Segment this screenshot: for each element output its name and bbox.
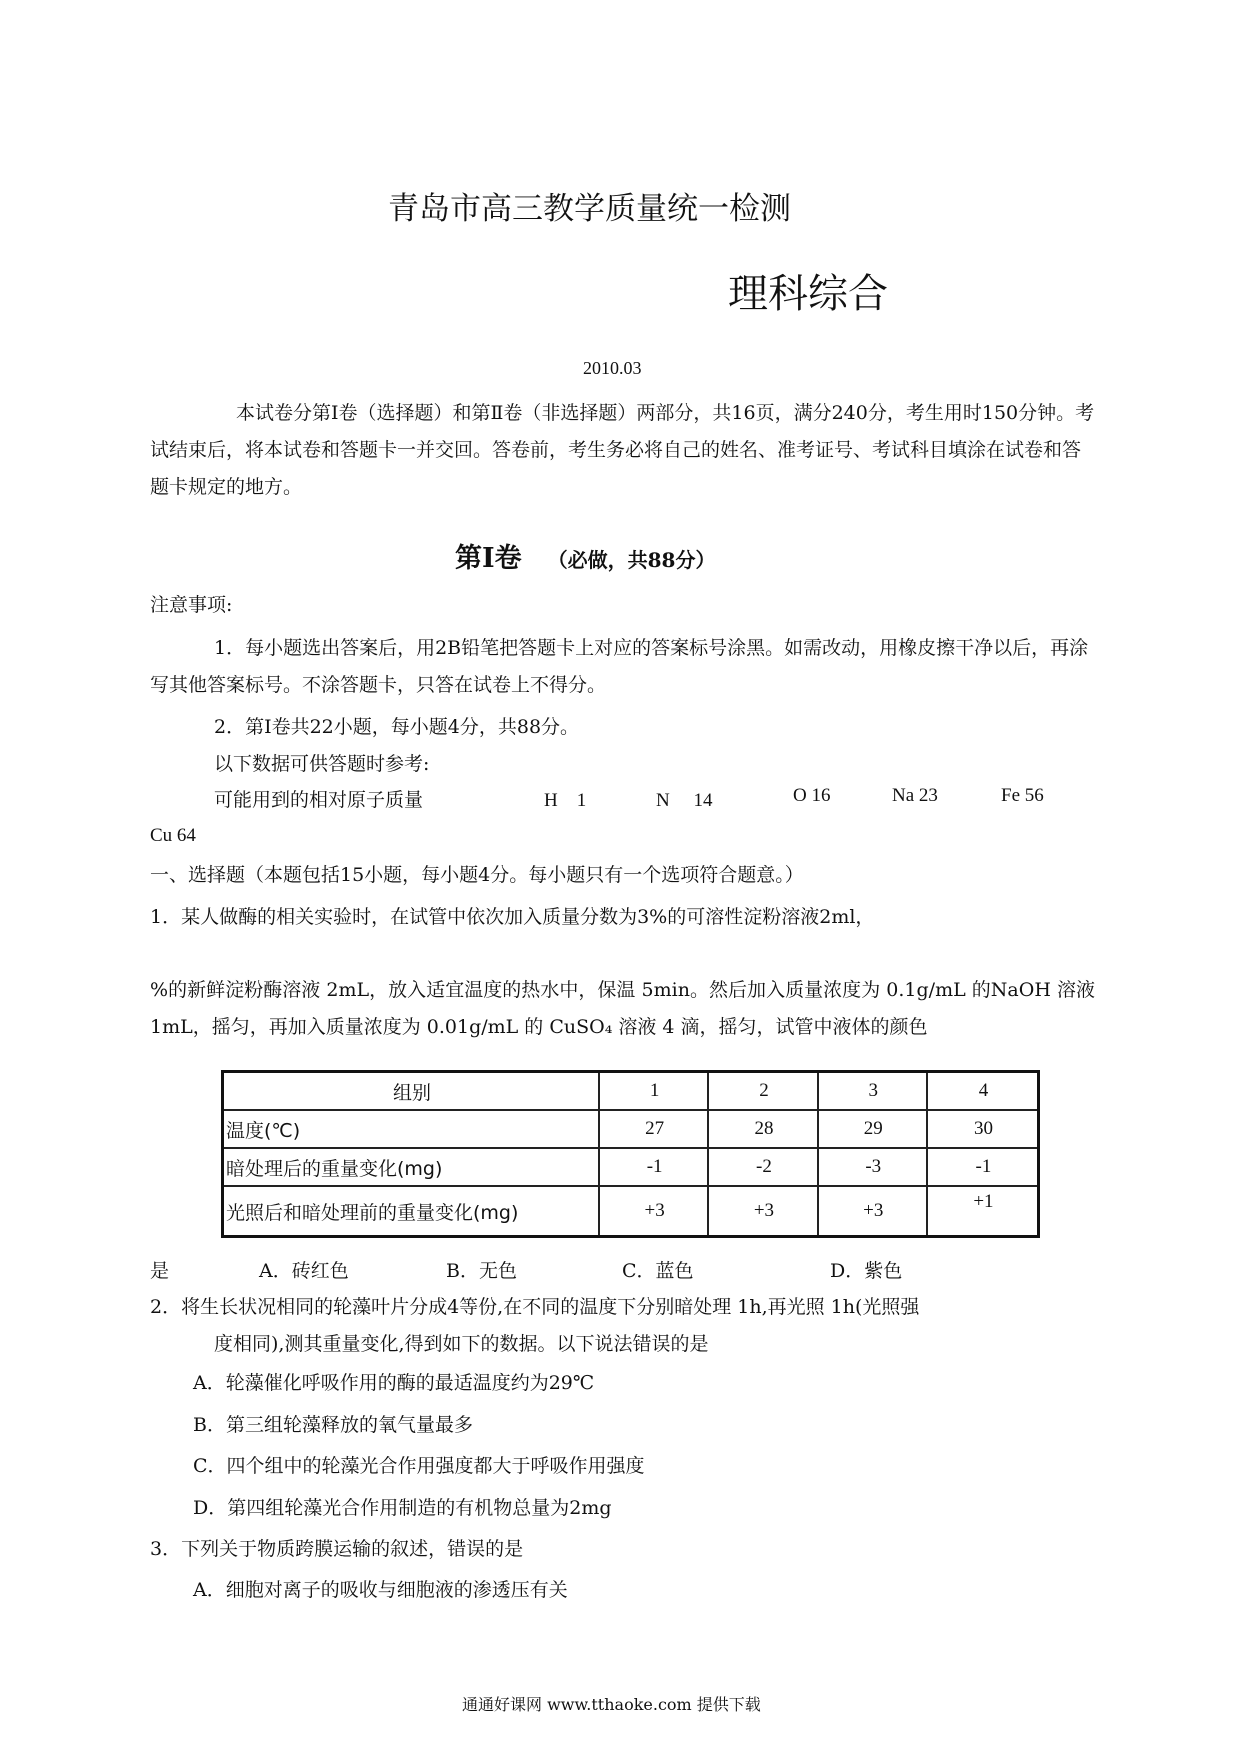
atomic-mass-h: H 1: [544, 790, 587, 811]
notice-heading: 注意事项:: [150, 594, 233, 616]
question-2-option-d: D．第四组轮藻光合作用制造的有机物总量为2mg: [193, 1497, 612, 1519]
table-cell: -1: [927, 1148, 1039, 1186]
notice-item-1: 1．每小题选出答案后，用2B铅笔把答题卡上对应的答案标号涂黑。如需改动，用橡皮擦干净以后，再涂写其他答案标号。不涂答题卡，只答在试卷上不得分。: [150, 637, 1089, 696]
table-cell: 30: [927, 1110, 1039, 1148]
notice-item-2: 2．第Ⅰ卷共22小题，每小题4分，共88分。: [214, 716, 580, 738]
question-1-stem-b: %的新鲜淀粉酶溶液 2mL，放入适宜温度的热水中，保温 5min。然后加入质量浓度为 0.1g/mL 的NaOH 溶液 1mL，摇匀，再加入质量浓度为 0.01g/mL 的 CuSO₄ 溶液 4 滴，摇匀，试管中液体的颜色: [150, 979, 1095, 1038]
table-header-cell: 2: [708, 1072, 817, 1111]
atomic-mass-fe: Fe 56: [1001, 785, 1044, 806]
table-header-cell: 组别: [223, 1072, 600, 1111]
intro-paragraph: 本试卷分第Ⅰ卷（选择题）和第Ⅱ卷（非选择题）两部分，共16页，满分240分，考生用时150分钟。考试结束后，将本试卷和答题卡一并交回。答卷前，考生务必将自己的姓名、准考证号、考试科目填涂在试卷和答题卡规定的地方。: [150, 402, 1095, 498]
volume1-title: 第Ⅰ卷: [455, 543, 522, 574]
table-cell: 29: [818, 1110, 927, 1148]
table-row: [223, 1110, 1039, 1148]
question-2-option-c: C．四个组中的轮藻光合作用强度都大于呼吸作用强度: [193, 1455, 645, 1477]
footer-source: 通通好课网 www.tthaoke.com 提供下载: [462, 1695, 761, 1714]
table-cell: 27: [599, 1110, 708, 1148]
volume1-heading: [455, 536, 715, 575]
table-cell: 28: [708, 1110, 817, 1148]
question-1-stem-a: 1．某人做酶的相关实验时，在试管中依次加入质量分数为3%的可溶性淀粉溶液2ml，: [150, 906, 875, 928]
table-cell: -2: [708, 1148, 817, 1186]
table-row: [223, 1148, 1039, 1186]
question-2-stem-b: 度相同),测其重量变化,得到如下的数据。以下说法错误的是: [214, 1333, 709, 1355]
row-label: 温度(℃): [223, 1110, 600, 1148]
question-1-lead: 是: [150, 1260, 170, 1282]
exam-subject: 理科综合: [728, 271, 888, 317]
table-cell: -3: [818, 1148, 927, 1186]
exam-date: 2010.03: [583, 358, 642, 378]
row-label: 暗处理后的重量变化(mg): [223, 1148, 600, 1186]
atomic-mass-cu: Cu 64: [150, 825, 196, 846]
table-row: [223, 1186, 1039, 1237]
question-1-option-d: D．紫色: [830, 1260, 903, 1282]
table-header-cell: 1: [599, 1072, 708, 1111]
question-1-option-b: B．无色: [446, 1260, 517, 1282]
table-cell: -1: [599, 1148, 708, 1186]
question-2-option-a: A．轮藻催化呼吸作用的酶的最适温度约为29℃: [193, 1372, 595, 1394]
question-2-stem-a: 2．将生长状况相同的轮藻叶片分成4等份,在不同的温度下分别暗处理 1h,再光照 1h(光照强: [150, 1296, 920, 1318]
table-header-cell: 3: [818, 1072, 927, 1111]
row-label: 光照后和暗处理前的重量变化(mg): [223, 1186, 600, 1237]
atomic-mass-o: O 16: [793, 785, 831, 806]
table-header-row: [223, 1072, 1039, 1111]
notice-ref: 以下数据可供答题时参考:: [214, 753, 430, 775]
atomic-mass-n: N 14: [656, 790, 713, 811]
atomic-mass-na: Na 23: [892, 785, 938, 806]
atomic-mass-label: 可能用到的相对原子质量: [214, 789, 424, 811]
question-3-option-a: A．细胞对离子的吸收与细胞液的渗透压有关: [193, 1579, 568, 1601]
question-3-stem: 3．下列关于物质跨膜运输的叙述，错误的是: [150, 1538, 524, 1560]
volume1-note: （必做，共88分）: [547, 548, 716, 572]
weight-change-table: [221, 1070, 1040, 1238]
table-cell: +1: [927, 1186, 1039, 1237]
section-1-heading: 一、选择题（本题包括15小题，每小题4分。每小题只有一个选项符合题意。）: [150, 864, 804, 886]
question-1-option-a: A．砖红色: [259, 1260, 349, 1282]
question-1-option-c: C．蓝色: [622, 1260, 694, 1282]
table-header-cell: 4: [927, 1072, 1039, 1111]
table-cell: +3: [599, 1186, 708, 1237]
table-cell: +3: [708, 1186, 817, 1237]
exam-title: 青岛市高三教学质量统一检测: [388, 191, 791, 227]
question-2-option-b: B．第三组轮藻释放的氧气量最多: [193, 1414, 473, 1436]
table-cell: +3: [818, 1186, 927, 1237]
